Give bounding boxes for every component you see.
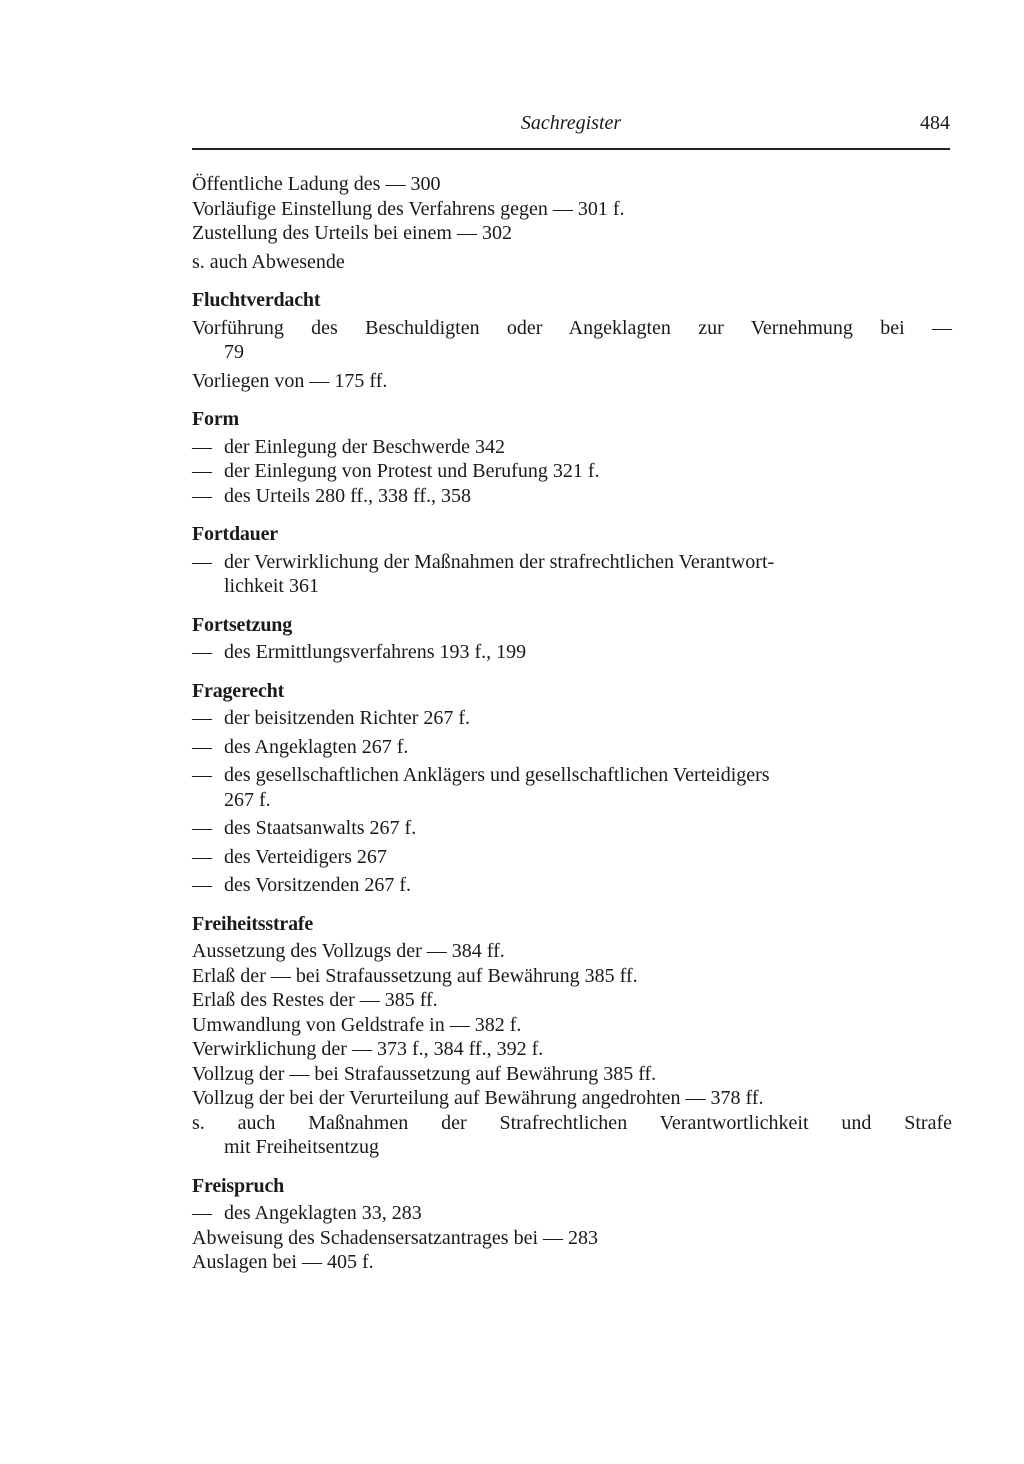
see-also-line: s. auch Abwesende <box>192 250 345 273</box>
index-line: Zustellung des Urteils bei einem — 302 <box>192 222 512 244</box>
index-body <box>192 172 952 1275</box>
index-subentry: — des Vorsitzenden 267 f. <box>192 874 412 896</box>
index-line: Vorführung des Beschuldigten oder Angeklagten zur Vernehmung bei — <box>192 316 952 339</box>
index-subentry: — des Verteidigers 267 <box>192 845 387 868</box>
index-line: Vollzug der bei der Verurteilung auf Bewährung angedrohten — 378 ff. <box>192 1087 764 1109</box>
index-line: Erlaß des Restes der — 385 ff. <box>192 989 438 1011</box>
index-line: Verwirklichung der — 373 f., 384 ff., 392 f. <box>192 1038 544 1060</box>
index-line: Umwandlung von Geldstrafe in — 382 f. <box>192 1013 522 1036</box>
index-line: Vorliegen von — 175 ff. <box>192 369 388 392</box>
index-subentry: — des Ermittlungsverfahrens 193 f., 199 <box>192 641 527 663</box>
index-subentry: — des Angeklagten 267 f. <box>192 735 409 758</box>
index-line-continuation: 267 f. <box>224 788 271 811</box>
index-line: Abweisung des Schadensersatzantrages bei — 283 <box>192 1226 598 1249</box>
index-subentry: — der beisitzenden Richter 267 f. <box>192 707 471 729</box>
index-line: Öffentliche Ladung des — 300 <box>192 173 441 195</box>
index-subentry: — der Einlegung von Protest und Berufung 321 f. <box>192 460 600 482</box>
index-subentry: — des Urteils 280 ff., 338 ff., 358 <box>192 484 472 507</box>
index-heading: Fragerecht <box>192 679 285 702</box>
index-line-continuation: lichkeit 361 <box>224 575 319 597</box>
index-subentry: — des Angeklagten 33, 283 <box>192 1202 422 1224</box>
running-header <box>192 108 950 150</box>
index-heading: Freispruch <box>192 1174 285 1197</box>
index-line: Vollzug der — bei Strafaussetzung auf Bewährung 385 ff. <box>192 1062 657 1085</box>
page-number: 484 <box>920 112 950 134</box>
index-line: Erlaß der — bei Strafaussetzung auf Bewährung 385 ff. <box>192 964 638 987</box>
index-line: Vorläufige Einstellung des Verfahrens gegen — 301 f. <box>192 197 625 220</box>
index-line: Auslagen bei — 405 f. <box>192 1251 374 1273</box>
index-line-continuation: 79 <box>224 341 244 363</box>
index-heading: Fluchtverdacht <box>192 289 321 311</box>
index-subentry: — des Staatsanwalts 267 f. <box>192 817 417 839</box>
index-heading: Freiheitsstrafe <box>192 912 314 935</box>
index-line: Aussetzung des Vollzugs der — 384 ff. <box>192 940 505 962</box>
index-line-continuation: mit Freiheitsentzug <box>224 1136 379 1158</box>
index-subentry: — der Verwirklichung der Maßnahmen der strafrechtlichen Verantwort- <box>192 550 775 573</box>
index-heading: Form <box>192 408 239 430</box>
index-subentry: — des gesellschaftlichen Anklägers und gesellschaftlichen Verteidigers <box>192 764 770 786</box>
header-title: Sachregister <box>520 112 622 134</box>
see-also-line: s. auch Maßnahmen der Strafrechtlichen Verantwortlichkeit und Strafe <box>192 1111 952 1134</box>
index-subentry: — der Einlegung der Beschwerde 342 <box>192 435 506 458</box>
index-heading: Fortdauer <box>192 523 278 545</box>
index-heading: Fortsetzung <box>192 613 292 636</box>
